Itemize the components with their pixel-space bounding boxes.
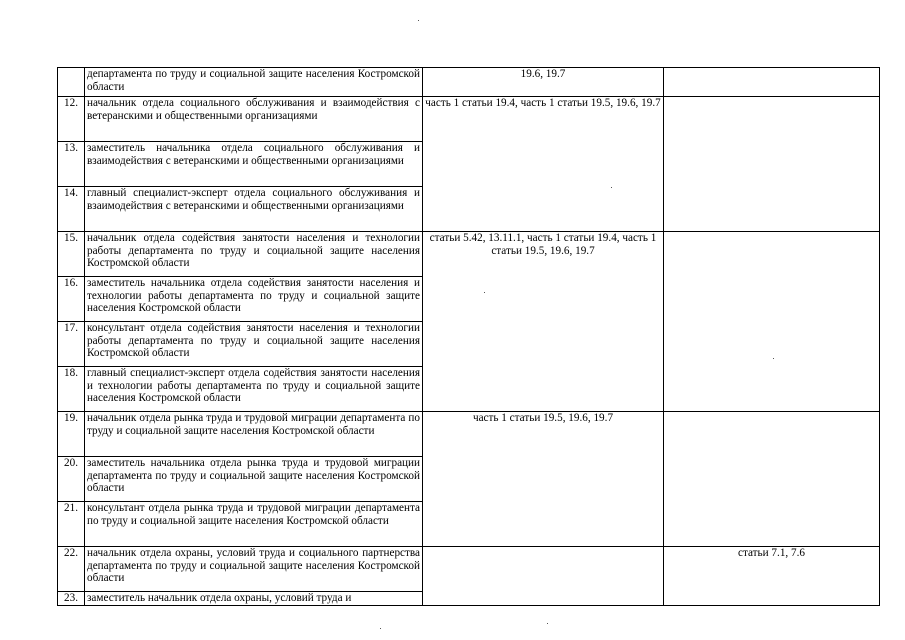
row-number: 22. xyxy=(58,547,85,592)
row-number: 18. xyxy=(58,367,85,412)
position-cell: начальник отдела содействия занятости населения и технологии работы департамента по труду и социальной защите населения Костромской области xyxy=(85,232,423,277)
position-cell: консультант отдела содействия занятости населения и технологии работы департамента по труду и социальной защите населения Костромской области xyxy=(85,322,423,367)
position-cell: заместитель начальника отдела содействия занятости населения и технологии работы департамента по труду и социальной защите населения Костромской области xyxy=(85,277,423,322)
row-number: 13. xyxy=(58,142,85,187)
position-cell: начальник отдела охраны, условий труда и социального партнерства департамента по труду и социальной защите населения Костромской области xyxy=(85,547,423,592)
extra-articles-cell xyxy=(664,232,880,412)
extra-articles-cell xyxy=(664,97,880,232)
row-number: 14. xyxy=(58,187,85,232)
position-cell: заместитель начальника отдела социального обслуживания и взаимодействия с ветеранскими и общественными организациями xyxy=(85,142,423,187)
row-number: 15. xyxy=(58,232,85,277)
scan-speck xyxy=(547,623,548,624)
row-number: 17. xyxy=(58,322,85,367)
extra-articles-cell: статьи 7.1, 7.6 xyxy=(664,547,880,606)
scan-speck xyxy=(484,292,485,293)
scan-speck xyxy=(380,628,381,629)
table-row xyxy=(58,412,880,457)
position-cell: заместитель начальник отдела охраны, условий труда и xyxy=(85,592,423,606)
row-number: 21. xyxy=(58,502,85,547)
scan-speck xyxy=(611,187,612,188)
extra-articles-cell xyxy=(664,68,880,97)
row-number: 19. xyxy=(58,412,85,457)
position-cell: департамента по труду и социальной защите населения Костромской области xyxy=(85,68,423,97)
table-row xyxy=(58,547,880,592)
position-cell: заместитель начальника отдела рынка труда и трудовой миграции департамента по труду и социальной защите населения Костромской области xyxy=(85,457,423,502)
row-number xyxy=(58,68,85,97)
row-number: 12. xyxy=(58,97,85,142)
position-cell: главный специалист-эксперт отдела содействия занятости населения и технологии работы департамента по труду и социальной защите населения Костромской области xyxy=(85,367,423,412)
row-number: 16. xyxy=(58,277,85,322)
table-row xyxy=(58,68,880,97)
extra-articles-cell xyxy=(664,412,880,547)
scan-speck xyxy=(418,20,419,21)
position-cell: начальник отдела социального обслуживания и взаимодействия с ветеранскими и общественными организациями xyxy=(85,97,423,142)
row-number: 20. xyxy=(58,457,85,502)
position-cell: начальник отдела рынка труда и трудовой миграции департамента по труду и социальной защите населения Костромской области xyxy=(85,412,423,457)
articles-cell: часть 1 статьи 19.4, часть 1 статьи 19.5, 19.6, 19.7 xyxy=(423,97,664,232)
table-row xyxy=(58,232,880,277)
position-cell: главный специалист-эксперт отдела социального обслуживания и взаимодействия с ветеранскими и общественными организациями xyxy=(85,187,423,232)
articles-cell xyxy=(423,547,664,606)
position-cell: консультант отдела рынка труда и трудовой миграции департамента по труду и социальной защите населения Костромской области xyxy=(85,502,423,547)
articles-cell: статьи 5.42, 13.11.1, часть 1 статьи 19.4, часть 1 статьи 19.5, 19.6, 19.7 xyxy=(423,232,664,412)
articles-cell: часть 1 статьи 19.5, 19.6, 19.7 xyxy=(423,412,664,547)
articles-cell: 19.6, 19.7 xyxy=(423,68,664,97)
scan-speck xyxy=(773,358,774,359)
row-number: 23. xyxy=(58,592,85,606)
table-row xyxy=(58,97,880,142)
officials-table xyxy=(57,67,880,606)
